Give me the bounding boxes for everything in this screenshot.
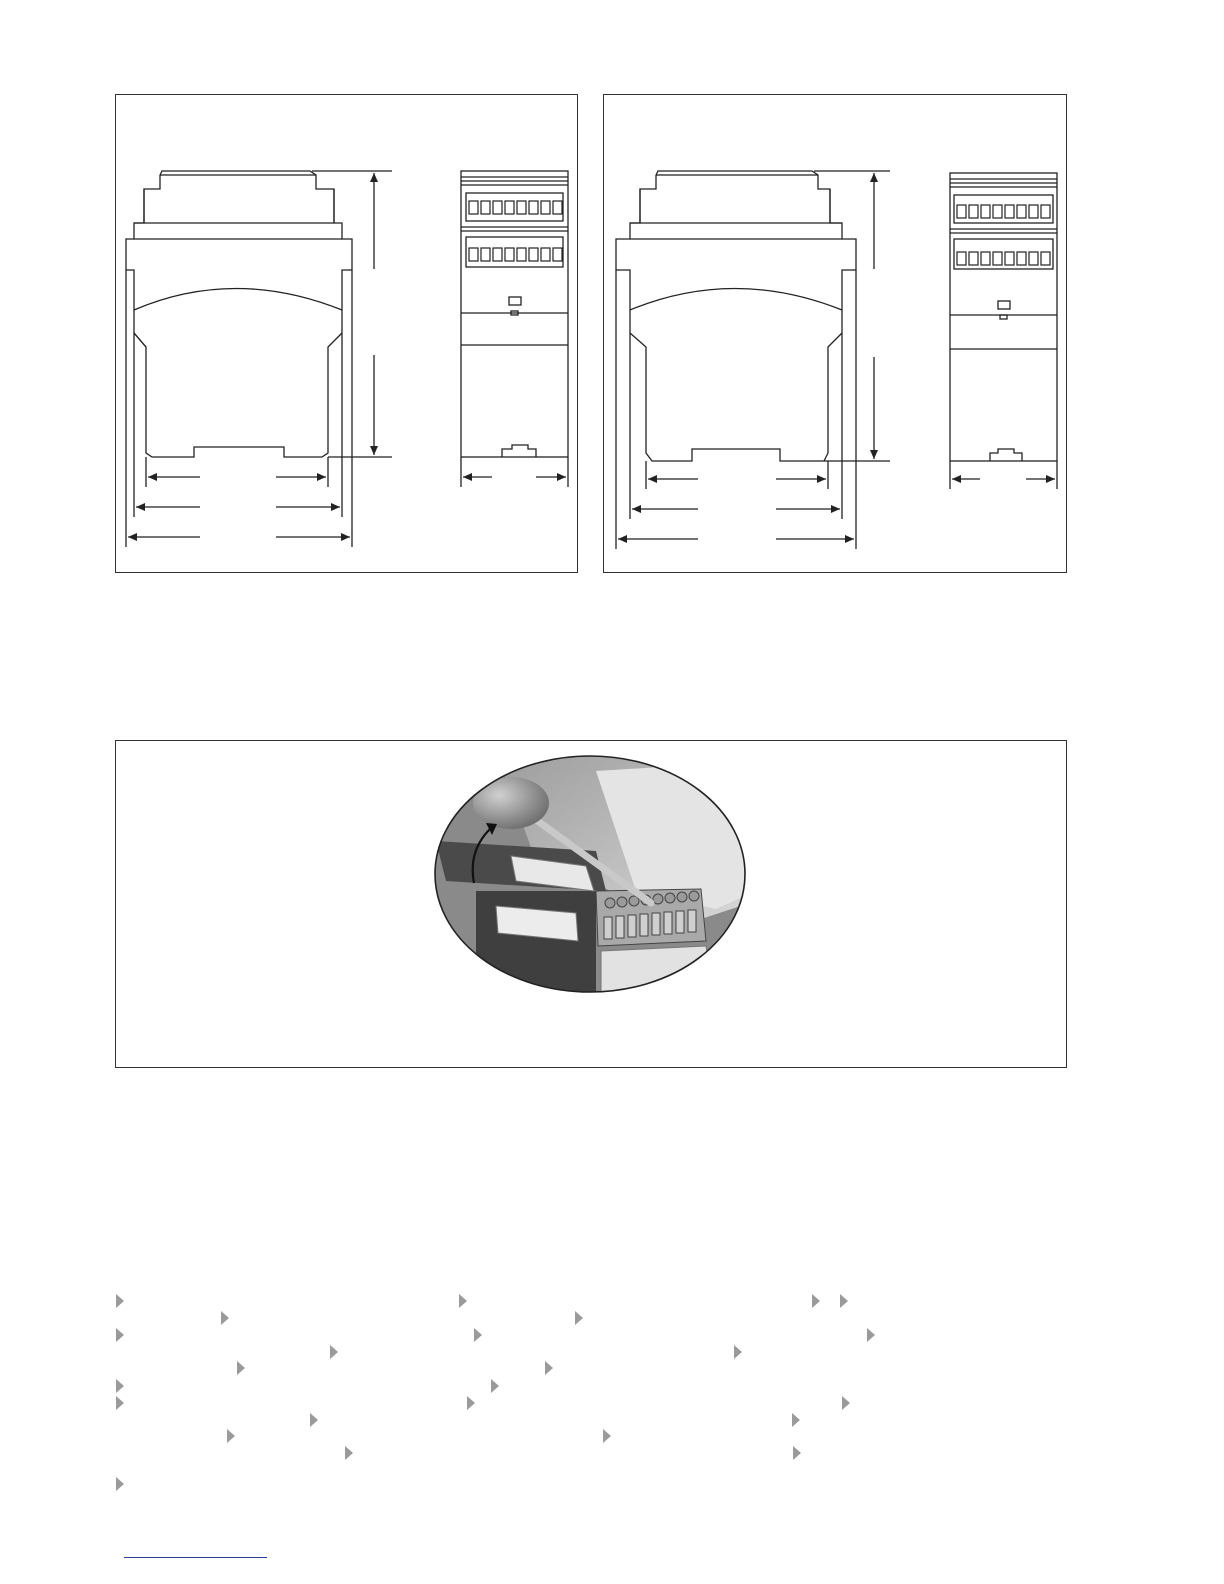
triangle-bullet-icon xyxy=(467,1396,475,1410)
triangle-bullet-icon xyxy=(734,1345,742,1359)
triangle-bullet-icon xyxy=(474,1328,482,1342)
triangle-bullet-icon xyxy=(812,1294,820,1308)
triangle-bullet-icon xyxy=(227,1429,235,1443)
triangle-bullet-icon xyxy=(603,1429,611,1443)
triangle-bullet-icon xyxy=(840,1294,848,1308)
triangle-bullet-icon xyxy=(459,1294,467,1308)
triangle-bullet-icon xyxy=(237,1361,245,1375)
triangle-bullet-icon xyxy=(116,1294,124,1308)
triangle-bullet-icon xyxy=(867,1328,875,1342)
triangle-bullet-icon xyxy=(310,1413,318,1427)
triangle-bullet-icon xyxy=(116,1477,124,1491)
footer-rule xyxy=(124,1557,267,1558)
triangle-bullet-icon xyxy=(793,1446,801,1460)
triangle-bullet-icon xyxy=(330,1345,338,1359)
screwdriver-terminal-removal-icon xyxy=(116,741,1068,1069)
terminal-removal-figure xyxy=(115,740,1067,1068)
triangle-bullet-icon xyxy=(221,1311,229,1325)
triangle-bullet-icon xyxy=(545,1361,553,1375)
triangle-bullet-icon xyxy=(116,1396,124,1410)
triangle-bullet-icon xyxy=(491,1379,499,1393)
triangle-bullet-icon xyxy=(842,1396,850,1410)
housing-dimension-drawing-icon xyxy=(116,95,579,574)
dimension-drawing-right xyxy=(603,94,1067,573)
triangle-bullet-icon xyxy=(792,1413,800,1427)
housing-dimension-drawing-icon xyxy=(604,95,1068,574)
dimension-drawing-left xyxy=(115,94,578,573)
triangle-bullet-icon xyxy=(345,1446,353,1460)
triangle-bullet-icon xyxy=(116,1328,124,1342)
triangle-bullet-icon xyxy=(575,1311,583,1325)
triangle-bullet-icon xyxy=(116,1379,124,1393)
